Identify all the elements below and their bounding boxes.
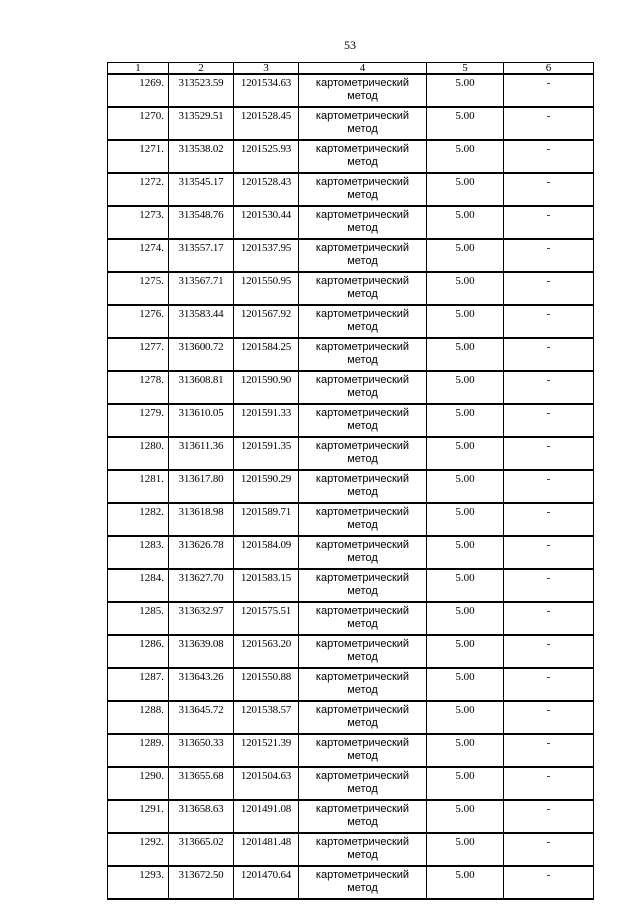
method-line-2: метод [347,90,378,102]
coordinate-x: 313672.50 [169,866,234,899]
determination-method [299,503,427,536]
coordinate-x: 313557.17 [169,239,234,272]
method-line-2: метод [347,486,378,498]
point-number: 1288. [108,701,169,734]
table-row [108,140,594,173]
header-row [108,63,594,75]
point-number: 1283. [108,536,169,569]
point-description: - [504,305,594,338]
coordinate-x: 313583.44 [169,305,234,338]
determination-method [299,239,427,272]
determination-method [299,470,427,503]
method-line-1: картометрический [315,869,410,881]
point-description: - [504,206,594,239]
coordinate-y: 1201590.90 [234,371,299,404]
column-header-2: 2 [169,63,234,75]
column-header-1: 1 [108,63,169,75]
coordinate-x: 313650.33 [169,734,234,767]
table-body [108,74,594,899]
error-value: 5.00 [427,833,504,866]
method-line-1: картометрический [315,374,410,386]
coordinate-x: 313639.08 [169,635,234,668]
coordinate-x: 313643.26 [169,668,234,701]
point-number: 1270. [108,107,169,140]
error-value: 5.00 [427,569,504,602]
error-value: 5.00 [427,173,504,206]
table-row [108,74,594,107]
coordinate-y: 1201538.57 [234,701,299,734]
point-description: - [504,371,594,404]
coordinate-y: 1201470.64 [234,866,299,899]
page-number: 53 [344,38,356,52]
coordinate-y: 1201584.25 [234,338,299,371]
point-description: - [504,569,594,602]
error-value: 5.00 [427,305,504,338]
table-row [108,173,594,206]
table-row [108,635,594,668]
determination-method [299,74,427,107]
error-value: 5.00 [427,602,504,635]
determination-method [299,635,427,668]
method-line-1: картометрический [315,803,410,815]
point-description: - [504,734,594,767]
coordinates-table [107,62,594,900]
point-number: 1289. [108,734,169,767]
point-description: - [504,470,594,503]
point-description: - [504,602,594,635]
method-line-2: метод [347,618,378,630]
point-description: - [504,800,594,833]
method-line-1: картометрический [315,407,410,419]
coordinate-x: 313529.51 [169,107,234,140]
method-line-2: метод [347,420,378,432]
table-row [108,866,594,899]
point-description: - [504,635,594,668]
error-value: 5.00 [427,239,504,272]
method-line-2: метод [347,882,378,894]
coordinate-x: 313567.71 [169,272,234,305]
error-value: 5.00 [427,437,504,470]
determination-method [299,173,427,206]
point-number: 1286. [108,635,169,668]
error-value: 5.00 [427,206,504,239]
point-description: - [504,107,594,140]
table-row [108,404,594,437]
table-row [108,503,594,536]
table-row [108,239,594,272]
table-row [108,536,594,569]
determination-method [299,866,427,899]
column-header-6: 6 [504,63,594,75]
determination-method [299,536,427,569]
error-value: 5.00 [427,470,504,503]
coordinate-x: 313645.72 [169,701,234,734]
method-line-1: картометрический [315,671,410,683]
coordinate-y: 1201550.95 [234,272,299,305]
point-description: - [504,140,594,173]
point-number: 1281. [108,470,169,503]
coordinate-y: 1201591.35 [234,437,299,470]
determination-method [299,140,427,173]
method-line-2: метод [347,552,378,564]
method-line-2: метод [347,156,378,168]
point-description: - [504,536,594,569]
point-number: 1274. [108,239,169,272]
coordinate-y: 1201525.93 [234,140,299,173]
coordinate-y: 1201550.88 [234,668,299,701]
coordinate-x: 313611.36 [169,437,234,470]
point-number: 1273. [108,206,169,239]
point-description: - [504,404,594,437]
point-description: - [504,437,594,470]
table-row [108,437,594,470]
error-value: 5.00 [427,734,504,767]
method-line-2: метод [347,321,378,333]
method-line-1: картометрический [315,737,410,749]
method-line-1: картометрический [315,836,410,848]
coordinate-x: 313665.02 [169,833,234,866]
point-number: 1278. [108,371,169,404]
method-line-2: метод [347,816,378,828]
table-row [108,701,594,734]
method-line-1: картометрический [315,539,410,551]
point-number: 1292. [108,833,169,866]
point-number: 1293. [108,866,169,899]
method-line-2: метод [347,684,378,696]
point-description: - [504,239,594,272]
method-line-1: картометрический [315,770,410,782]
determination-method [299,305,427,338]
coordinate-x: 313608.81 [169,371,234,404]
error-value: 5.00 [427,701,504,734]
method-line-2: метод [347,453,378,465]
method-line-2: метод [347,849,378,861]
point-number: 1272. [108,173,169,206]
coordinate-x: 313545.17 [169,173,234,206]
table-row [108,569,594,602]
table-row [108,371,594,404]
column-header-3: 3 [234,63,299,75]
determination-method [299,206,427,239]
point-number: 1275. [108,272,169,305]
determination-method [299,800,427,833]
coordinate-y: 1201591.33 [234,404,299,437]
method-line-1: картометрический [315,143,410,155]
point-number: 1282. [108,503,169,536]
determination-method [299,767,427,800]
coordinate-y: 1201528.43 [234,173,299,206]
determination-method [299,404,427,437]
error-value: 5.00 [427,635,504,668]
table-row [108,272,594,305]
coordinate-x: 313600.72 [169,338,234,371]
point-description: - [504,833,594,866]
point-number: 1280. [108,437,169,470]
coordinate-y: 1201583.15 [234,569,299,602]
table-row [108,305,594,338]
point-description: - [504,866,594,899]
point-description: - [504,767,594,800]
point-description: - [504,173,594,206]
coordinate-y: 1201563.20 [234,635,299,668]
method-line-1: картометрический [315,704,410,716]
method-line-1: картометрический [315,110,410,122]
point-description: - [504,338,594,371]
determination-method [299,338,427,371]
error-value: 5.00 [427,107,504,140]
determination-method [299,437,427,470]
determination-method [299,569,427,602]
method-line-2: метод [347,354,378,366]
method-line-2: метод [347,288,378,300]
point-description: - [504,701,594,734]
coordinate-x: 313610.05 [169,404,234,437]
error-value: 5.00 [427,767,504,800]
method-line-1: картометрический [315,440,410,452]
column-header-4: 4 [299,63,427,75]
table-row [108,800,594,833]
error-value: 5.00 [427,404,504,437]
table-row [108,470,594,503]
coordinate-x: 313523.59 [169,74,234,107]
coordinate-y: 1201481.48 [234,833,299,866]
method-line-2: метод [347,255,378,267]
error-value: 5.00 [427,503,504,536]
coordinate-y: 1201589.71 [234,503,299,536]
method-line-2: метод [347,783,378,795]
method-line-2: метод [347,750,378,762]
coordinate-x: 313626.78 [169,536,234,569]
coordinate-x: 313627.70 [169,569,234,602]
point-description: - [504,272,594,305]
point-number: 1271. [108,140,169,173]
coordinate-y: 1201504.63 [234,767,299,800]
method-line-1: картометрический [315,242,410,254]
determination-method [299,602,427,635]
method-line-1: картометрический [315,308,410,320]
determination-method [299,734,427,767]
coordinate-y: 1201590.29 [234,470,299,503]
determination-method [299,701,427,734]
coordinate-x: 313632.97 [169,602,234,635]
table-header [108,63,594,75]
table-row [108,734,594,767]
determination-method [299,371,427,404]
method-line-2: метод [347,717,378,729]
method-line-1: картометрический [315,341,410,353]
table-row [108,107,594,140]
coordinate-y: 1201528.45 [234,107,299,140]
table-row [108,338,594,371]
table-row [108,833,594,866]
coordinate-x: 313617.80 [169,470,234,503]
determination-method [299,107,427,140]
point-number: 1284. [108,569,169,602]
method-line-2: метод [347,651,378,663]
error-value: 5.00 [427,74,504,107]
method-line-1: картометрический [315,176,410,188]
point-number: 1269. [108,74,169,107]
point-number: 1279. [108,404,169,437]
error-value: 5.00 [427,536,504,569]
coordinate-y: 1201491.08 [234,800,299,833]
method-line-2: метод [347,519,378,531]
column-header-5: 5 [427,63,504,75]
coordinate-y: 1201567.92 [234,305,299,338]
coordinate-y: 1201534.63 [234,74,299,107]
point-description: - [504,74,594,107]
determination-method [299,272,427,305]
method-line-2: метод [347,123,378,135]
error-value: 5.00 [427,338,504,371]
determination-method [299,668,427,701]
table-row [108,767,594,800]
table-row [108,602,594,635]
error-value: 5.00 [427,866,504,899]
point-number: 1276. [108,305,169,338]
error-value: 5.00 [427,272,504,305]
coordinate-x: 313618.98 [169,503,234,536]
coordinate-y: 1201521.39 [234,734,299,767]
method-line-1: картометрический [315,275,410,287]
method-line-1: картометрический [315,506,410,518]
point-number: 1287. [108,668,169,701]
method-line-1: картометрический [315,605,410,617]
point-description: - [504,503,594,536]
error-value: 5.00 [427,668,504,701]
error-value: 5.00 [427,800,504,833]
point-number: 1291. [108,800,169,833]
point-number: 1290. [108,767,169,800]
coordinate-y: 1201530.44 [234,206,299,239]
method-line-1: картометрический [315,572,410,584]
coordinate-x: 313655.68 [169,767,234,800]
method-line-2: метод [347,189,378,201]
error-value: 5.00 [427,371,504,404]
point-description: - [504,668,594,701]
determination-method [299,833,427,866]
coordinate-y: 1201537.95 [234,239,299,272]
point-number: 1285. [108,602,169,635]
coordinate-y: 1201575.51 [234,602,299,635]
method-line-2: метод [347,585,378,597]
error-value: 5.00 [427,140,504,173]
method-line-2: метод [347,222,378,234]
coordinate-x: 313658.63 [169,800,234,833]
coordinate-y: 1201584.09 [234,536,299,569]
method-line-1: картометрический [315,77,410,89]
coordinate-x: 313538.02 [169,140,234,173]
coordinate-x: 313548.76 [169,206,234,239]
table-row [108,206,594,239]
point-number: 1277. [108,338,169,371]
table-row [108,668,594,701]
method-line-1: картометрический [315,473,410,485]
method-line-1: картометрический [315,638,410,650]
method-line-2: метод [347,387,378,399]
method-line-1: картометрический [315,209,410,221]
